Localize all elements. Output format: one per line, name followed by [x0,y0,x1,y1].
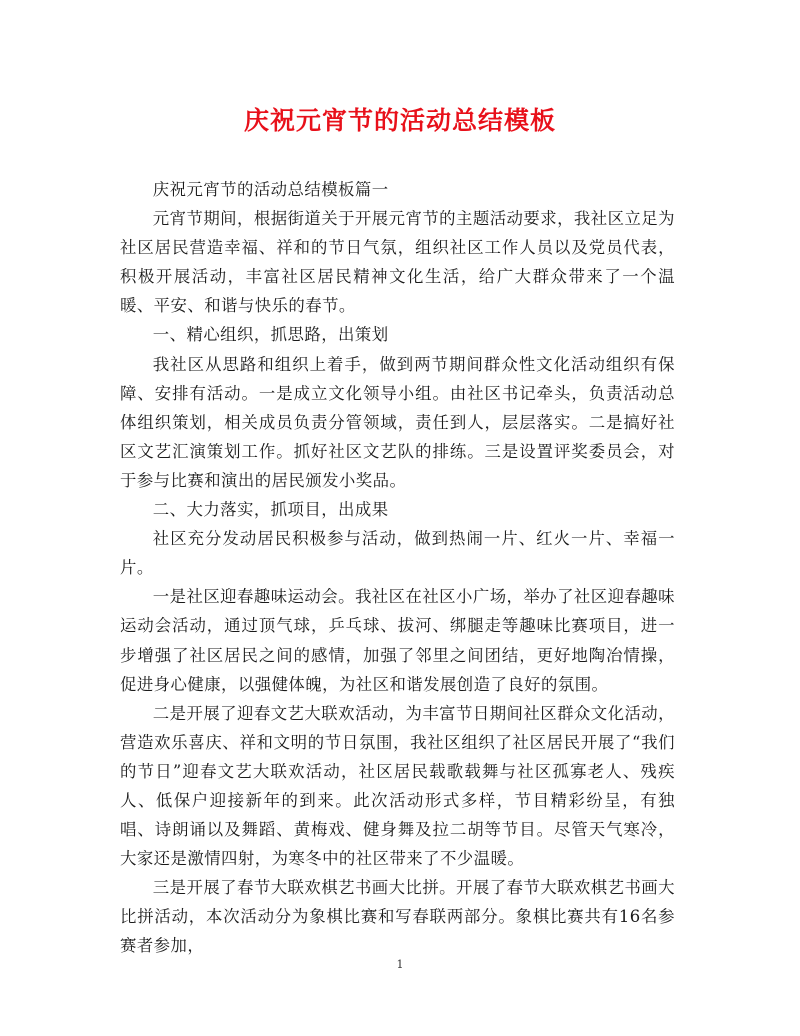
page-number: 1 [396,958,404,971]
document-body [120,175,675,961]
paragraph-chess-calligraphy: 三是开展了春节大联欢棋艺书画大比拼。开展了春节大联欢棋艺书画大比拼活动，本次活动分为象棋比赛和写春联两部分。象棋比赛共有16名参赛者参加， [120,878,675,956]
paragraph-participation: 社区充分发动居民积极参与活动，做到热闹一片、红火一片、幸福一片。 [120,529,675,578]
paragraph-intro: 元宵节期间，根据街道关于开展元宵节的主题活动要求，我社区立足为社区居民营造幸福、祥和的节日气氛，组织社区工作人员以及党员代表，积极开展活动，丰富社区居民精神文化生活，给广大群众带来了一个温暖、平安、和谐与快乐的春节。 [120,209,675,316]
section-heading-2: 二、大力落实，抓项目，出成果 [152,500,389,520]
paragraph-organization: 我社区从思路和组织上着手，做到两节期间群众性文化活动组织有保障、安排有活动。一是成立文化领导小组。由社区书记牵头，负责活动总体组织策划，相关成员负责分管领域，责任到人，层层落实。二是搞好社区文艺汇演策划工作。抓好社区文艺队的排练。三是设置评奖委员会，对于参与比赛和演出的居民颁发小奖品。 [120,354,675,490]
document-title: 庆祝元宵节的活动总结模板 [243,106,556,135]
paragraph-sports-meet: 一是社区迎春趣味运动会。我社区在社区小广场，举办了社区迎春趣味运动会活动，通过顶气球，乒乓球、拔河、绑腿走等趣味比赛项目，进一步增强了社区居民之间的感情，加强了邻里之间团结，更好地陶冶情操，促进身心健康，以强健体魄，为社区和谐发展创造了良好的氛围。 [120,587,675,694]
section-heading-part-one: 庆祝元宵节的活动总结模板篇一 [152,180,389,199]
section-heading-1: 一、精心组织，抓思路，出策划 [152,325,389,345]
paragraph-art-gala: 二是开展了迎春文艺大联欢活动，为丰富节日期间社区群众文化活动，营造欢乐喜庆、祥和文明的节日氛围，我社区组织了社区居民开展了“我们的节日”迎春文艺大联欢活动，社区居民载歌载舞与社区孤寡老人、残疾人、低保户迎接新年的到来。此次活动形式多样，节目精彩纷呈，有独唱、诗朗诵以及舞蹈、黄梅戏、健身舞及拉二胡等节目。尽管天气寒冷，大家还是激情四射，为寒冬中的社区带来了不少温暖。 [120,703,675,869]
